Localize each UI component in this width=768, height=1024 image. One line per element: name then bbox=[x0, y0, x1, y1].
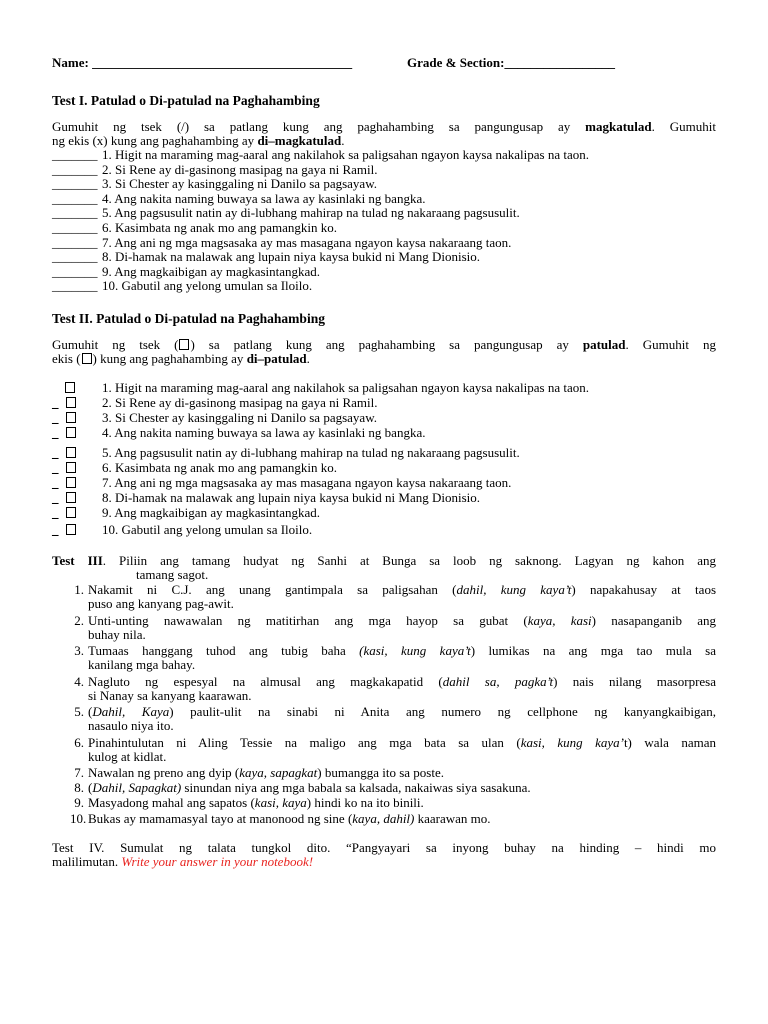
test3-instruction-line2: tamang sagot. bbox=[136, 567, 209, 582]
item-text bbox=[88, 766, 716, 780]
item-text: Si Chester ay kasinggaling ni Danilo sa pagsayaw. bbox=[111, 176, 377, 192]
answer-box-blank bbox=[52, 461, 102, 475]
answer-blank-lead: _ bbox=[52, 505, 59, 520]
checkbox-glyph-icon bbox=[66, 427, 76, 438]
answer-blank: _______ bbox=[52, 161, 98, 177]
test4-instruction-line2 bbox=[52, 855, 313, 869]
item-text bbox=[88, 614, 716, 642]
checkbox-glyph-icon bbox=[82, 353, 92, 364]
answer-blank-lead: _ bbox=[52, 460, 59, 475]
item-text: Ang nakita naming buwaya sa lawa ay kasinlaki ng bangka. bbox=[111, 425, 426, 440]
item-number: 7. bbox=[74, 765, 84, 780]
checkbox-glyph-icon bbox=[66, 462, 76, 473]
test2-item bbox=[52, 446, 520, 460]
checkbox-glyph-icon bbox=[66, 412, 76, 423]
test1-title: Test I. Patulad o Di-patulad na Paghahambing bbox=[52, 93, 320, 108]
item-number: 3. bbox=[74, 643, 84, 658]
test2-item bbox=[52, 411, 377, 425]
item-line bbox=[88, 675, 716, 689]
item-text-segment: ) lumikas na ang mga tao mula sa bbox=[470, 643, 716, 658]
item-number: 2. bbox=[102, 395, 112, 410]
answer-box-blank bbox=[52, 446, 102, 460]
item-text: Kasimbata ng anak mo ang pamangkin ko. bbox=[111, 220, 338, 235]
item-choice-options: (kasi, kung kaya’t bbox=[359, 643, 471, 658]
item-text-segment: ) bumangga ito sa poste. bbox=[317, 765, 444, 780]
answer-box-blank bbox=[52, 426, 102, 440]
item-text: Gabutil ang yelong umulan sa Iloilo. bbox=[118, 522, 313, 537]
answer-blank: _______ bbox=[52, 176, 98, 192]
test2-title: Test II. Patulad o Di-patulad na Paghahambing bbox=[52, 311, 325, 326]
checkbox-glyph-icon bbox=[179, 339, 189, 350]
answer-blank-lead: _ bbox=[52, 425, 59, 440]
test1-item bbox=[52, 265, 320, 279]
item-line bbox=[88, 583, 716, 597]
item-text: Ang magkaibigan ay magkasintangkad. bbox=[111, 505, 321, 520]
answer-blank: _______ bbox=[52, 263, 98, 279]
item-number: 1. bbox=[74, 582, 84, 597]
item-line bbox=[88, 614, 716, 628]
answer-blank-lead: _ bbox=[52, 522, 59, 537]
item-text-segment: Bukas ay mamamasyal tayo at manonood ng sine ( bbox=[88, 810, 353, 826]
item-text: Si Chester ay kasinggaling ni Danilo sa pagsayaw. bbox=[111, 410, 377, 425]
item-line: kulog at kidlat. bbox=[88, 748, 167, 764]
item-line: si Nanay sa kanyang kaarawan. bbox=[88, 687, 252, 703]
answer-blank: _______ bbox=[52, 147, 98, 162]
test2-instruction-keyword: di–patulad bbox=[246, 351, 307, 366]
checkbox-glyph-icon bbox=[66, 447, 76, 458]
answer-blank: _______ bbox=[52, 249, 98, 265]
item-number: 3. bbox=[102, 410, 112, 425]
grade-section-field-label: Grade & Section:_________________ bbox=[407, 55, 615, 70]
item-number: 5. bbox=[102, 205, 112, 221]
checkbox-glyph-icon bbox=[66, 492, 76, 503]
test2-instruction-keyword: patulad bbox=[582, 337, 626, 352]
answer-blank-lead: _ bbox=[52, 445, 59, 460]
item-line: kanilang mga bahay. bbox=[88, 657, 196, 672]
test2-instruction-text: . bbox=[306, 351, 310, 366]
item-number: 4. bbox=[74, 673, 84, 689]
item-line bbox=[88, 812, 716, 826]
item-choice-options: kasi, kaya bbox=[254, 795, 307, 811]
test1-instruction-text: ng ekis (x) kung ang paghahambing ay bbox=[52, 133, 258, 148]
item-text bbox=[88, 812, 716, 826]
answer-blank: _______ bbox=[52, 220, 98, 235]
item-text: Kasimbata ng anak mo ang pamangkin ko. bbox=[111, 460, 338, 475]
item-text: Ang ani ng mga magsasaka ay mas masagana ngayon kaysa nakaraang taon. bbox=[111, 475, 512, 490]
item-number: 2. bbox=[102, 161, 112, 177]
item-text: Ang ani ng mga magsasaka ay mas masagana ngayon kaysa nakaraang taon. bbox=[111, 234, 512, 250]
item-text: Si Rene ay di-gasinong masipag na gaya ni Ramil. bbox=[111, 161, 378, 177]
item-text bbox=[88, 736, 716, 764]
test1-instruction-text: . bbox=[341, 133, 345, 148]
test1-item bbox=[52, 236, 511, 250]
item-number: 4. bbox=[102, 190, 112, 206]
answer-box-blank bbox=[52, 396, 102, 410]
item-text bbox=[88, 675, 716, 703]
item-number: 7. bbox=[102, 475, 112, 490]
item-number: 3. bbox=[102, 176, 112, 192]
test2-item bbox=[52, 381, 589, 395]
test3-instruction-line1 bbox=[52, 554, 716, 568]
item-choice-options: Dahil, Kaya bbox=[92, 704, 170, 719]
item-text-segment: Tumaas hanggang tuhod ang tubig baha bbox=[88, 643, 360, 658]
checkbox-glyph-icon bbox=[66, 507, 76, 518]
item-text: Ang nakita naming buwaya sa lawa ay kasinlaki ng bangka. bbox=[111, 190, 426, 206]
item-text bbox=[88, 644, 716, 672]
item-text-segment: ) nasapanganib ang bbox=[591, 612, 717, 628]
test1-item bbox=[52, 206, 520, 220]
checkbox-glyph-icon bbox=[66, 397, 76, 408]
item-text: Higit na maraming mag-aaral ang nakilahok sa paligsahan ngayon kaysa nakalipas na taon. bbox=[111, 380, 589, 395]
answer-blank: _______ bbox=[52, 205, 98, 221]
item-number: 10. bbox=[102, 522, 119, 537]
item-line bbox=[88, 766, 716, 780]
checkbox-glyph-icon bbox=[66, 477, 76, 488]
answer-blank-lead: _ bbox=[52, 475, 59, 490]
test4-instruction-text: malilimutan. bbox=[52, 854, 122, 869]
test1-instruction-text: Gumuhit ng tsek (/) sa patlang kung ang paghahambing sa pangungusap ay bbox=[52, 119, 586, 134]
item-text-segment: Nakamit ni C.J. ang unang gantimpala sa paligsahan ( bbox=[88, 582, 457, 597]
item-text-segment: Masyadong mahal ang sapatos ( bbox=[88, 795, 255, 811]
item-text: Ang pagsusulit natin ay di-lubhang mahirap na tulad ng nakaraang pagsusulit. bbox=[111, 205, 520, 221]
item-text: Di-hamak na malawak ang lupain niya kaysa bukid ni Mang Dionisio. bbox=[111, 249, 481, 265]
item-number: 2. bbox=[74, 612, 84, 628]
test1-instruction-line1 bbox=[52, 120, 716, 134]
item-line bbox=[88, 736, 716, 750]
answer-box-blank bbox=[52, 411, 102, 425]
answer-blank-lead: _ bbox=[52, 410, 59, 425]
item-number: 8. bbox=[102, 249, 112, 265]
item-choice-options: kasi, kung kaya’ bbox=[520, 734, 624, 750]
item-line bbox=[88, 781, 716, 795]
item-choice-options: Dahil, Sapagkat) bbox=[92, 780, 182, 796]
item-text-segment: ) nais nilang masorpresa bbox=[553, 673, 716, 689]
item-number: 8. bbox=[74, 780, 84, 796]
test4-instruction-line1: Test IV. Sumulat ng talata tungkol dito. “Pangyayari sa inyong buhay na hinding – hindi mo bbox=[52, 840, 716, 855]
test2-item bbox=[52, 491, 480, 505]
item-number: 6. bbox=[74, 734, 84, 750]
test1-item bbox=[52, 279, 312, 293]
item-number: 9. bbox=[102, 263, 112, 279]
item-text: Di-hamak na malawak ang lupain niya kaysa bukid ni Mang Dionisio. bbox=[111, 490, 481, 505]
test2-item bbox=[52, 476, 511, 490]
item-text: Si Rene ay di-gasinong masipag na gaya ni Ramil. bbox=[111, 395, 378, 410]
test4-notebook-note: Write your answer in your notebook! bbox=[121, 854, 314, 869]
test2-instruction-text: ) kung ang paghahambing ay bbox=[92, 351, 247, 366]
test3-title: Test III bbox=[52, 553, 103, 568]
test1-instruction-text: . Gumuhit bbox=[651, 119, 717, 134]
item-text-segment: kaarawan mo. bbox=[414, 810, 491, 826]
item-text bbox=[88, 583, 716, 611]
test1-item bbox=[52, 192, 425, 206]
test2-item bbox=[52, 523, 312, 537]
item-line bbox=[88, 796, 716, 810]
item-text-segment: ) paulit-ulit na sinabi ni Anita ang numero ng cellphone ng kanyangkaibigan, bbox=[169, 704, 716, 719]
item-line: nasaulo niya ito. bbox=[88, 718, 174, 733]
item-choice-options: dahil, kung kaya’t bbox=[456, 582, 572, 597]
test1-instruction-line2 bbox=[52, 134, 716, 148]
item-text bbox=[88, 796, 716, 810]
item-line bbox=[88, 705, 716, 719]
item-number: 5. bbox=[102, 445, 112, 460]
item-line bbox=[88, 644, 716, 658]
test2-instruction-text: ) sa patlang kung ang paghahambing sa pangungusap ay bbox=[190, 337, 583, 352]
item-number: 5. bbox=[74, 704, 84, 719]
item-number: 9. bbox=[102, 505, 112, 520]
answer-blank: _______ bbox=[52, 190, 98, 206]
item-line: buhay nila. bbox=[88, 626, 146, 642]
item-text: Ang pagsusulit natin ay di-lubhang mahirap na tulad ng nakaraang pagsusulit. bbox=[111, 445, 520, 460]
item-text-segment: Pinahintulutan ni Aling Tessie na maligo ang mga bata sa ulan ( bbox=[88, 734, 521, 750]
answer-blank-lead: _ bbox=[52, 490, 59, 505]
item-text: Gabutil ang yelong umulan sa Iloilo. bbox=[118, 278, 313, 294]
test1-item bbox=[52, 221, 337, 235]
item-number: 6. bbox=[102, 460, 112, 475]
item-text-segment: ) napakahusay at taos bbox=[571, 582, 717, 597]
item-text-segment: Unti-unting nawawalan ng matitirhan ang mga hayop sa gubat ( bbox=[88, 612, 528, 628]
answer-box-blank bbox=[52, 491, 102, 505]
test2-item bbox=[52, 461, 337, 475]
item-number: 4. bbox=[102, 425, 112, 440]
item-number: 9. bbox=[74, 795, 84, 811]
answer-box-blank bbox=[52, 506, 102, 520]
test3-instruction-text: . Piliin ang tamang hudyat ng Sanhi at Bunga sa loob ng saknong. Lagyan ng kahon ang bbox=[102, 553, 716, 568]
name-field-label: Name: ________________________________________ bbox=[52, 55, 353, 70]
test2-instruction-line1 bbox=[52, 338, 716, 352]
test2-instruction-text: . Gumuhit ng bbox=[625, 337, 716, 352]
item-text-segment: sinundan niya ang mga babala sa kalsada, nakaiwas siya sasakuna. bbox=[181, 780, 531, 796]
item-text-segment: ( bbox=[88, 780, 93, 796]
test1-item bbox=[52, 163, 377, 177]
test1-instruction-keyword: magkatulad bbox=[585, 119, 652, 134]
item-text bbox=[88, 705, 716, 733]
item-number: 10. bbox=[102, 278, 119, 294]
test2-instruction-text: ekis ( bbox=[52, 351, 81, 366]
item-text: Higit na maraming mag-aaral ang nakilahok sa paligsahan ngayon kaysa nakalipas na taon. bbox=[111, 147, 589, 162]
test1-item bbox=[52, 177, 377, 191]
answer-box-blank bbox=[52, 523, 102, 537]
test2-item bbox=[52, 426, 425, 440]
item-text-segment: ) hindi ko na ito binili. bbox=[306, 795, 424, 811]
checkbox-glyph-icon bbox=[65, 382, 75, 393]
answer-blank-lead: _ bbox=[52, 395, 59, 410]
test1-item bbox=[52, 148, 589, 162]
item-number: 1. bbox=[102, 380, 112, 395]
item-choice-options: kaya, sapagkat bbox=[239, 765, 318, 780]
test2-instruction-line2 bbox=[52, 352, 716, 366]
item-text: Ang magkaibigan ay magkasintangkad. bbox=[111, 263, 321, 279]
test2-item bbox=[52, 506, 320, 520]
test1-item bbox=[52, 250, 480, 264]
item-line: puso ang kanyang pag-awit. bbox=[88, 596, 234, 611]
item-number: 6. bbox=[102, 220, 112, 235]
item-choice-options: dahil sa, pagka’t bbox=[442, 673, 554, 689]
answer-box-blank bbox=[52, 476, 102, 490]
item-number: 7. bbox=[102, 234, 112, 250]
test1-instruction-keyword: di–magkatulad bbox=[257, 133, 342, 148]
item-text-segment: Nagluto ng espesyal na almusal ang magkakapatid ( bbox=[88, 673, 443, 689]
item-number: 1. bbox=[102, 147, 112, 162]
test2-instruction-text: Gumuhit ng tsek ( bbox=[52, 337, 179, 352]
test2-item bbox=[52, 396, 377, 410]
item-number: 10. bbox=[70, 810, 87, 826]
item-text-segment: Nawalan ng preno ang dyip ( bbox=[88, 765, 240, 780]
answer-blank: _______ bbox=[52, 278, 98, 294]
item-text-segment: ( bbox=[88, 704, 93, 719]
answer-box-blank bbox=[52, 381, 102, 395]
checkbox-glyph-icon bbox=[66, 524, 76, 535]
item-text-segment: t) wala naman bbox=[623, 734, 716, 750]
item-number: 8. bbox=[102, 490, 112, 505]
item-choice-options: kaya, dahil) bbox=[352, 810, 415, 826]
answer-blank: _______ bbox=[52, 234, 98, 250]
item-text bbox=[88, 781, 716, 795]
item-choice-options: kaya, kasi bbox=[527, 612, 592, 628]
